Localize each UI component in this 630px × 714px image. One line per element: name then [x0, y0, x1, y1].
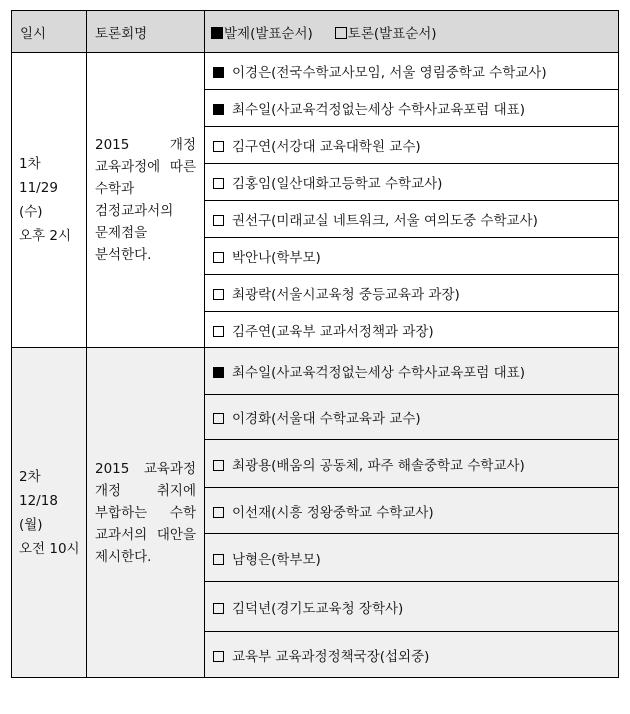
session-date-line: 11/29 — [19, 180, 58, 196]
speaker-cell — [205, 488, 619, 534]
session-date-line: 2차 — [19, 468, 41, 485]
speaker-cell — [205, 440, 619, 488]
speaker-name: 이선재(시흥 정왕중학교 수학교사) — [232, 504, 434, 521]
empty-square-icon — [213, 252, 224, 263]
header-row — [12, 11, 619, 53]
session-date-line: 1차 — [19, 156, 41, 172]
empty-square-icon — [213, 326, 224, 337]
speaker-name: 김구연(서강대 교육대학원 교수) — [232, 139, 421, 155]
speaker-name: 남형은(학부모) — [232, 551, 321, 568]
empty-square-icon — [335, 27, 347, 39]
speaker-name: 김주연(교육부 교과서정책과 과장) — [232, 323, 434, 340]
session-date-line: 오후 2시 — [19, 228, 72, 244]
session-description: 2015 교육과정 개정 취지에 부합하는 수학 교과서의 대안을 제시한다. — [87, 348, 205, 678]
speaker-name: 최수일(사교육걱정없는세상 수학사교육포럼 대표) — [232, 365, 525, 381]
presenter-legend: 발제(발표순서) — [224, 25, 313, 42]
speaker-cell — [205, 348, 619, 395]
speaker-cell — [205, 127, 619, 164]
session-date-line: 12/18 — [19, 492, 58, 509]
header-session: 토론회명 — [87, 11, 205, 53]
empty-square-icon — [213, 554, 224, 565]
empty-square-icon — [213, 413, 224, 424]
session-date — [12, 53, 87, 348]
speaker-name: 최광용(배움의 공동체, 파주 해솔중학교 수학교사) — [232, 457, 525, 474]
empty-square-icon — [213, 603, 224, 614]
session-description: 2015 개정 교육과정에 따른 수학과 검정교과서의 문제점을 분석한다. — [87, 53, 205, 348]
forum-schedule-table — [11, 10, 619, 678]
filled-square-icon — [211, 27, 223, 39]
empty-square-icon — [213, 651, 224, 662]
speaker-name: 최수일(사교육걱정없는세상 수학사교육포럼 대표) — [232, 102, 525, 118]
empty-square-icon — [213, 141, 224, 152]
speaker-name: 김덕년(경기도교육청 장학사) — [232, 600, 404, 617]
session-date-line: 오전 10시 — [19, 540, 80, 557]
filled-square-icon — [213, 367, 224, 378]
speaker-cell — [205, 312, 619, 348]
speaker-cell — [205, 201, 619, 238]
session-date — [12, 348, 87, 678]
empty-square-icon — [213, 460, 224, 471]
speaker-name: 최광락(서울시교육청 중등교육과 과장) — [232, 287, 460, 303]
empty-square-icon — [213, 215, 224, 226]
header-date: 일시 — [12, 11, 87, 53]
empty-square-icon — [213, 507, 224, 518]
speaker-name: 권선구(미래교실 네트워크, 서울 여의도중 수학교사) — [232, 213, 538, 229]
table-row — [12, 348, 619, 395]
speaker-cell — [205, 395, 619, 440]
speaker-cell — [205, 53, 619, 90]
session-date-line: (수) — [19, 204, 43, 220]
speaker-name: 이경화(서울대 수학교육과 교수) — [232, 411, 421, 427]
empty-square-icon — [213, 289, 224, 300]
table-row — [12, 53, 619, 90]
speaker-cell — [205, 90, 619, 127]
speaker-cell — [205, 582, 619, 632]
session-date-line: (월) — [19, 516, 43, 533]
speaker-name: 김홍임(일산대화고등학교 수학교사) — [232, 176, 443, 192]
discussant-legend: 토론(발표순서) — [347, 25, 437, 42]
speaker-name: 교육부 교육과정정책국장(섭외중) — [232, 648, 430, 665]
speaker-cell — [205, 534, 619, 582]
speaker-cell — [205, 238, 619, 275]
filled-square-icon — [213, 104, 224, 115]
speaker-cell — [205, 164, 619, 201]
schedule-table-wrapper — [11, 10, 619, 678]
empty-square-icon — [213, 178, 224, 189]
speaker-cell — [205, 632, 619, 678]
speaker-name: 이경은(전국수학교사모임, 서울 영림중학교 수학교사) — [232, 65, 547, 81]
filled-square-icon — [213, 67, 224, 78]
header-speakers — [205, 11, 619, 53]
speaker-cell — [205, 275, 619, 312]
speaker-name: 박안나(학부모) — [232, 250, 321, 266]
